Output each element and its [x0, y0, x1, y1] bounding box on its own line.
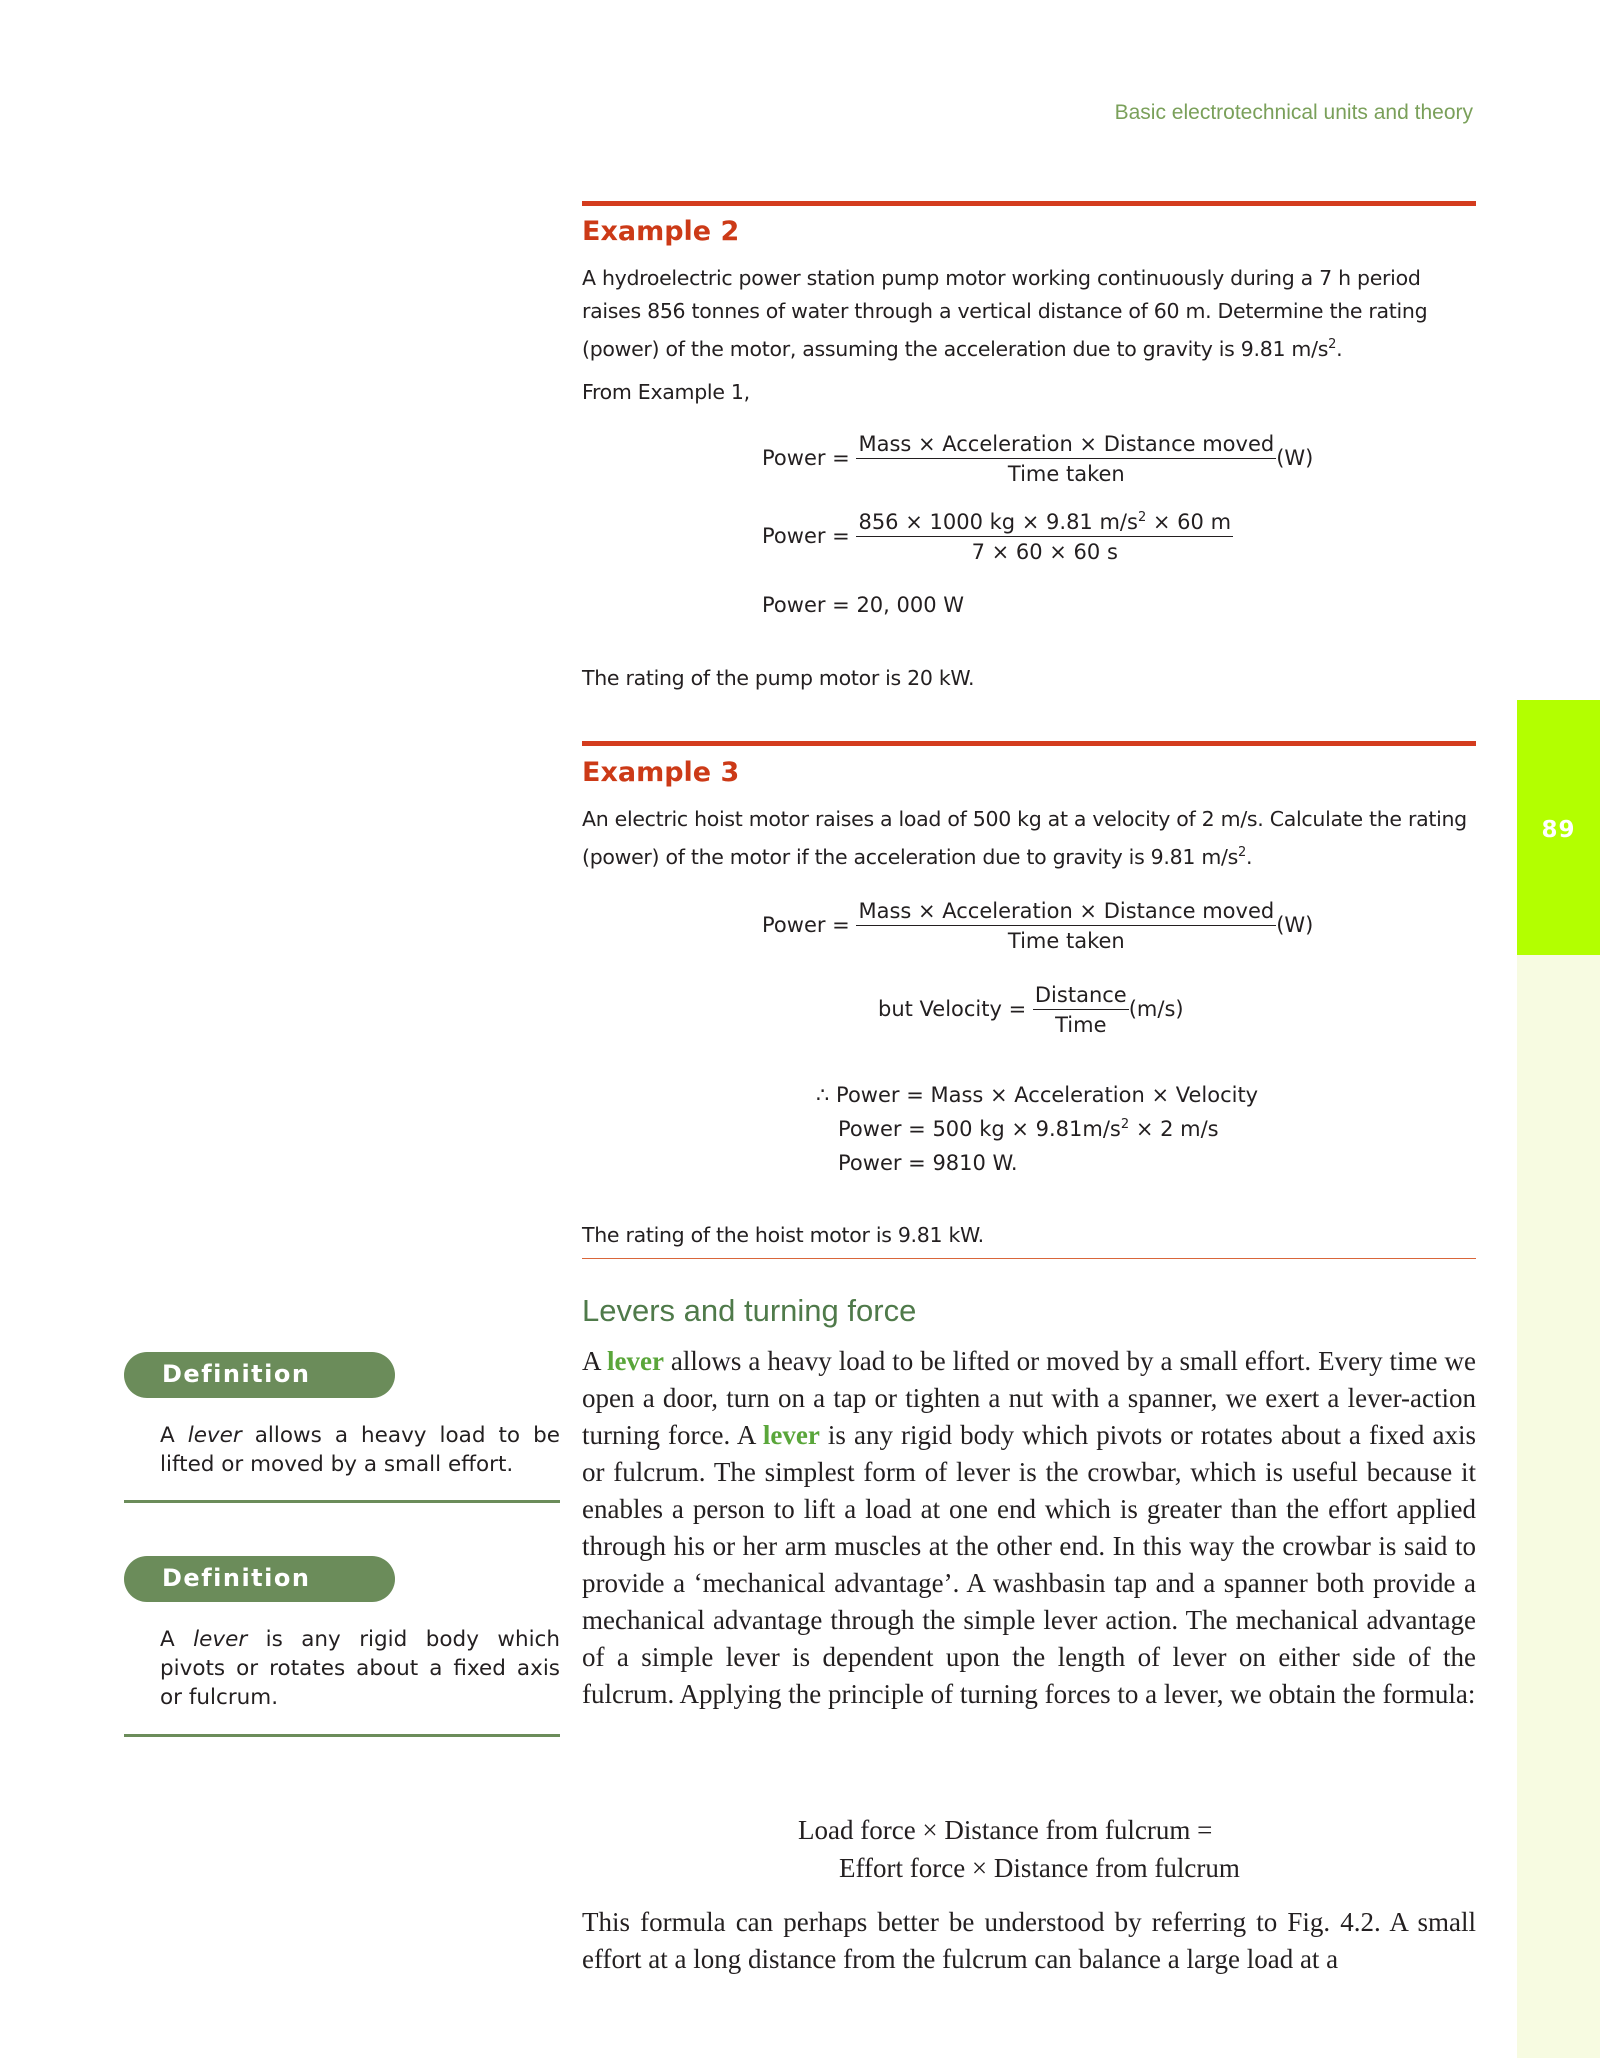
fraction — [856, 899, 1276, 953]
emphasis: lever — [187, 1423, 242, 1448]
denominator: Time taken — [1007, 462, 1125, 486]
text-run: is any rigid body which pivots or rotates about a fixed axis or fulcrum. — [160, 1627, 561, 1710]
formula-line-1: Load force × Distance from fulcrum = — [798, 1815, 1213, 1845]
fraction — [1033, 983, 1129, 1037]
equation-lhs: but Velocity = — [878, 997, 1027, 1021]
equation-unit: (W) — [1276, 446, 1314, 470]
numerator: Mass × Acceleration × Distance moved — [856, 432, 1276, 459]
definition-text — [160, 1625, 560, 1712]
definition-badge — [124, 1556, 395, 1602]
equation-lhs: Power = — [762, 524, 850, 548]
denominator: Time — [1055, 1013, 1107, 1037]
page-number: 89 — [1541, 817, 1576, 843]
definition-rule — [124, 1734, 560, 1737]
example-2-text — [582, 262, 1472, 366]
key-term: lever — [762, 1420, 820, 1450]
definition-badge — [124, 1352, 395, 1398]
text-run: A — [582, 1346, 607, 1376]
from-example-text: From Example 1, — [582, 380, 750, 404]
superscript: 2 — [1238, 845, 1246, 860]
numerator — [856, 510, 1233, 537]
numerator: Mass × Acceleration × Distance moved — [856, 899, 1276, 926]
superscript: 2 — [1137, 510, 1147, 525]
punctuation: . — [1336, 336, 1343, 361]
example-3-rule — [582, 741, 1476, 746]
example-2-text-body: A hydroelectric power station pump motor working continuously during a 7 h period raises 856 tonnes of water through a vertical distance of 60 m. Determine the rating (power) of the motor, assuming the acceleration due to gravity is 9.81 m/s — [582, 266, 1428, 361]
fraction — [856, 432, 1276, 486]
numerator-part: × 60 m — [1146, 510, 1232, 534]
equation-power-substituted — [762, 510, 1233, 564]
running-head: Basic electrotechnical units and theory — [1114, 101, 1473, 124]
text-run: A — [160, 1627, 194, 1652]
text-run: allows a heavy load to be lifted or moved by a small effort. Every time we open a door, turn on a tap or tighten a nut with a spanner, we exert a lever-action turning force. A — [582, 1346, 1476, 1450]
equation-velocity — [878, 983, 1184, 1037]
denominator: Time taken — [1007, 929, 1125, 953]
equation-lhs: Power = — [762, 446, 850, 470]
section-paragraph-1 — [582, 1343, 1476, 1713]
section-paragraph-2: This formula can perhaps better be understood by referring to Fig. 4.2. A small effort at a long distance from the fulcrum can balance a large load at a — [582, 1907, 1476, 1974]
text-run: A — [160, 1423, 188, 1448]
example-3-text — [582, 803, 1472, 874]
numerator-part: 856 × 1000 kg × 9.81 m/s — [858, 510, 1138, 534]
fraction — [856, 510, 1233, 564]
equation-therefore: ∴ Power = Mass × Acceleration × Velocity — [816, 1083, 1259, 1107]
definition-rule — [124, 1500, 560, 1503]
key-term: lever — [606, 1346, 664, 1376]
superscript: 2 — [1120, 1117, 1130, 1132]
denominator: 7 × 60 × 60 s — [971, 540, 1118, 564]
example-3-text-body: An electric hoist motor raises a load of 500 kg at a velocity of 2 m/s. Calculate the rating (power) of the motor if the acceleration due to gravity is 9.81 m/s — [582, 807, 1467, 869]
text-run: allows a heavy load to be lifted or moved by a small effort. — [160, 1423, 560, 1477]
equation-result: Power = 9810 W. — [838, 1151, 1018, 1175]
example-2-conclusion: The rating of the pump motor is 20 kW. — [582, 666, 975, 690]
numerator: Distance — [1033, 983, 1129, 1010]
example-3-end-rule — [582, 1258, 1476, 1259]
equation-power-result: Power = 20, 000 W — [762, 593, 965, 617]
superscript: 2 — [1328, 337, 1337, 352]
text-run: is any rigid body which pivots or rotates about a fixed axis or fulcrum. The simplest form of lever is the crowbar, which is useful because it enables a person to lift a load at one end which is greater than the effort applied through his or her arm muscles at the other end. In this way the crowbar is said to provide a ‘mechanical advantage’. A washbasin tap and a spanner both provide a mechanical advantage through the simple lever action. The mechanical advantage of a simple lever is dependent upon the length of lever on either side of the fulcrum. Applying the principle of turning forces to a lever, we obtain the formula: — [582, 1420, 1476, 1709]
formula-line-2: Effort force × Distance from fulcrum — [839, 1853, 1240, 1883]
section-heading: Levers and turning force — [582, 1293, 917, 1328]
equation-part: Power = 500 kg × 9.81m/s — [838, 1117, 1121, 1141]
example-2-rule — [582, 201, 1476, 206]
emphasis: lever — [193, 1627, 248, 1652]
example-2-title: Example 2 — [582, 216, 740, 247]
equation-unit: (m/s) — [1128, 997, 1184, 1021]
equation-unit: (W) — [1276, 913, 1314, 937]
equation-substituted — [838, 1117, 1219, 1141]
equation-part: × 2 m/s — [1129, 1117, 1219, 1141]
definition-label: Definition — [162, 1564, 311, 1592]
example-3-title: Example 3 — [582, 757, 740, 788]
definition-text — [160, 1421, 560, 1479]
equation-power-formula-2 — [762, 899, 1313, 953]
equation-lhs: Power = — [762, 913, 850, 937]
definition-label: Definition — [162, 1360, 311, 1388]
equation-power-formula — [762, 432, 1313, 486]
example-3-conclusion: The rating of the hoist motor is 9.81 kW. — [582, 1223, 984, 1247]
punctuation: . — [1245, 844, 1253, 869]
